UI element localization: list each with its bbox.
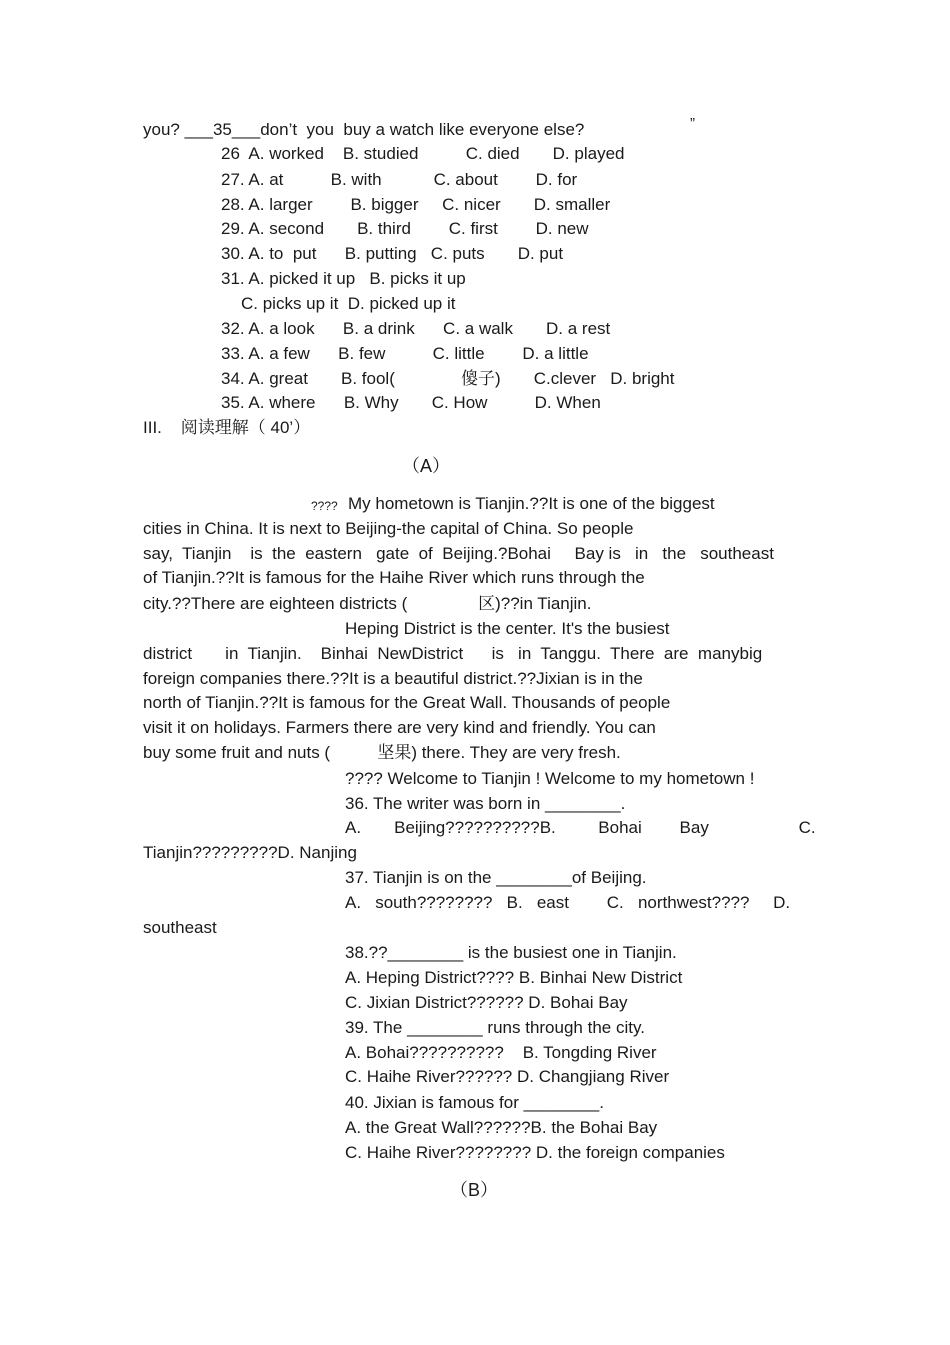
passage-a-label: （A） — [402, 456, 451, 476]
passage-a-marks: ???? — [311, 499, 338, 513]
option-line-34: 34. A. great B. fool( 傻子) C.clever D. bright — [221, 369, 675, 388]
option-line-33: 33. A. a few B. few C. little D. a little — [221, 344, 589, 363]
question-line: 37. Tianjin is on the ________of Beijing. — [345, 868, 647, 887]
option-line-31b: C. picks up it D. picked up it — [241, 294, 456, 313]
option-line-27: 27. A. at B. with C. about D. for — [221, 170, 578, 189]
question-line: C. Haihe River???????? D. the foreign companies — [345, 1143, 725, 1162]
option-line-31a: 31. A. picked it up B. picks it up — [221, 269, 466, 288]
passage-a-line: My hometown is Tianjin.??It is one of the biggest — [348, 494, 715, 513]
question-line: 40. Jixian is famous for ________. — [345, 1093, 604, 1112]
passage-a-line: cities in China. It is next to Beijing-the capital of China. So people — [143, 519, 634, 538]
passage-a-line: north of Tianjin.??It is famous for the Great Wall. Thousands of people — [143, 693, 671, 712]
question-line: 38.??________ is the busiest one in Tianjin. — [345, 943, 677, 962]
question-line: A. Heping District???? B. Binhai New District — [345, 968, 683, 987]
option-line-35: 35. A. where B. Why C. How D. When — [221, 393, 601, 412]
passage-a-line: buy some fruit and nuts ( 坚果) there. They are very fresh. — [143, 743, 621, 762]
question-line: A. Bohai?????????? B. Tongding River — [345, 1043, 657, 1062]
question-line: C. Jixian District?????? D. Bohai Bay — [345, 993, 628, 1012]
option-line-32: 32. A. a look B. a drink C. a walk D. a rest — [221, 319, 611, 338]
passage-a-line: Heping District is the center. It's the busiest — [345, 619, 670, 638]
question-line: 39. The ________ runs through the city. — [345, 1018, 645, 1037]
passage-a-line: say, Tianjin is the eastern gate of Beijing.?Bohai Bay is in the southeast — [143, 544, 774, 563]
question-line: A. Beijing??????????B. Bohai Bay C. — [345, 818, 816, 837]
question-line: 36. The writer was born in ________. — [345, 794, 626, 813]
option-line-30: 30. A. to put B. putting C. puts D. put — [221, 244, 564, 263]
question-line: A. south???????? B. east C. northwest???? D. — [345, 893, 791, 912]
option-line-28: 28. A. larger B. bigger C. nicer D. smaller — [221, 195, 611, 214]
passage-b-label: （B） — [450, 1180, 499, 1200]
option-line-26: 26 A. worked B. studied C. died D. played — [221, 144, 625, 163]
question-line: A. the Great Wall??????B. the Bohai Bay — [345, 1118, 658, 1137]
cloze-continuation: you? ___35___don’t you buy a watch like everyone else? — [143, 120, 585, 139]
passage-a-line: visit it on holidays. Farmers there are very kind and friendly. You can — [143, 718, 656, 737]
option-line-29: 29. A. second B. third C. first D. new — [221, 219, 589, 238]
passage-a-line: city.??There are eighteen districts ( 区)??in Tianjin. — [143, 594, 592, 613]
question-line: Tianjin?????????D. Nanjing — [143, 843, 357, 862]
question-line: C. Haihe River?????? D. Changjiang River — [345, 1067, 670, 1086]
passage-a-line: of Tianjin.??It is famous for the Haihe River which runs through the — [143, 568, 645, 587]
passage-a-line: foreign companies there.??It is a beautiful district.??Jixian is in the — [143, 669, 643, 688]
question-line: southeast — [143, 918, 217, 937]
passage-a-line: ???? Welcome to Tianjin ! Welcome to my hometown ! — [345, 769, 755, 788]
section-heading: III. 阅读理解（ 40’） — [143, 418, 311, 437]
passage-a-line: district in Tianjin. Binhai NewDistrict is in Tanggu. There are manybig — [143, 644, 763, 663]
closing-quote: ” — [690, 115, 695, 132]
